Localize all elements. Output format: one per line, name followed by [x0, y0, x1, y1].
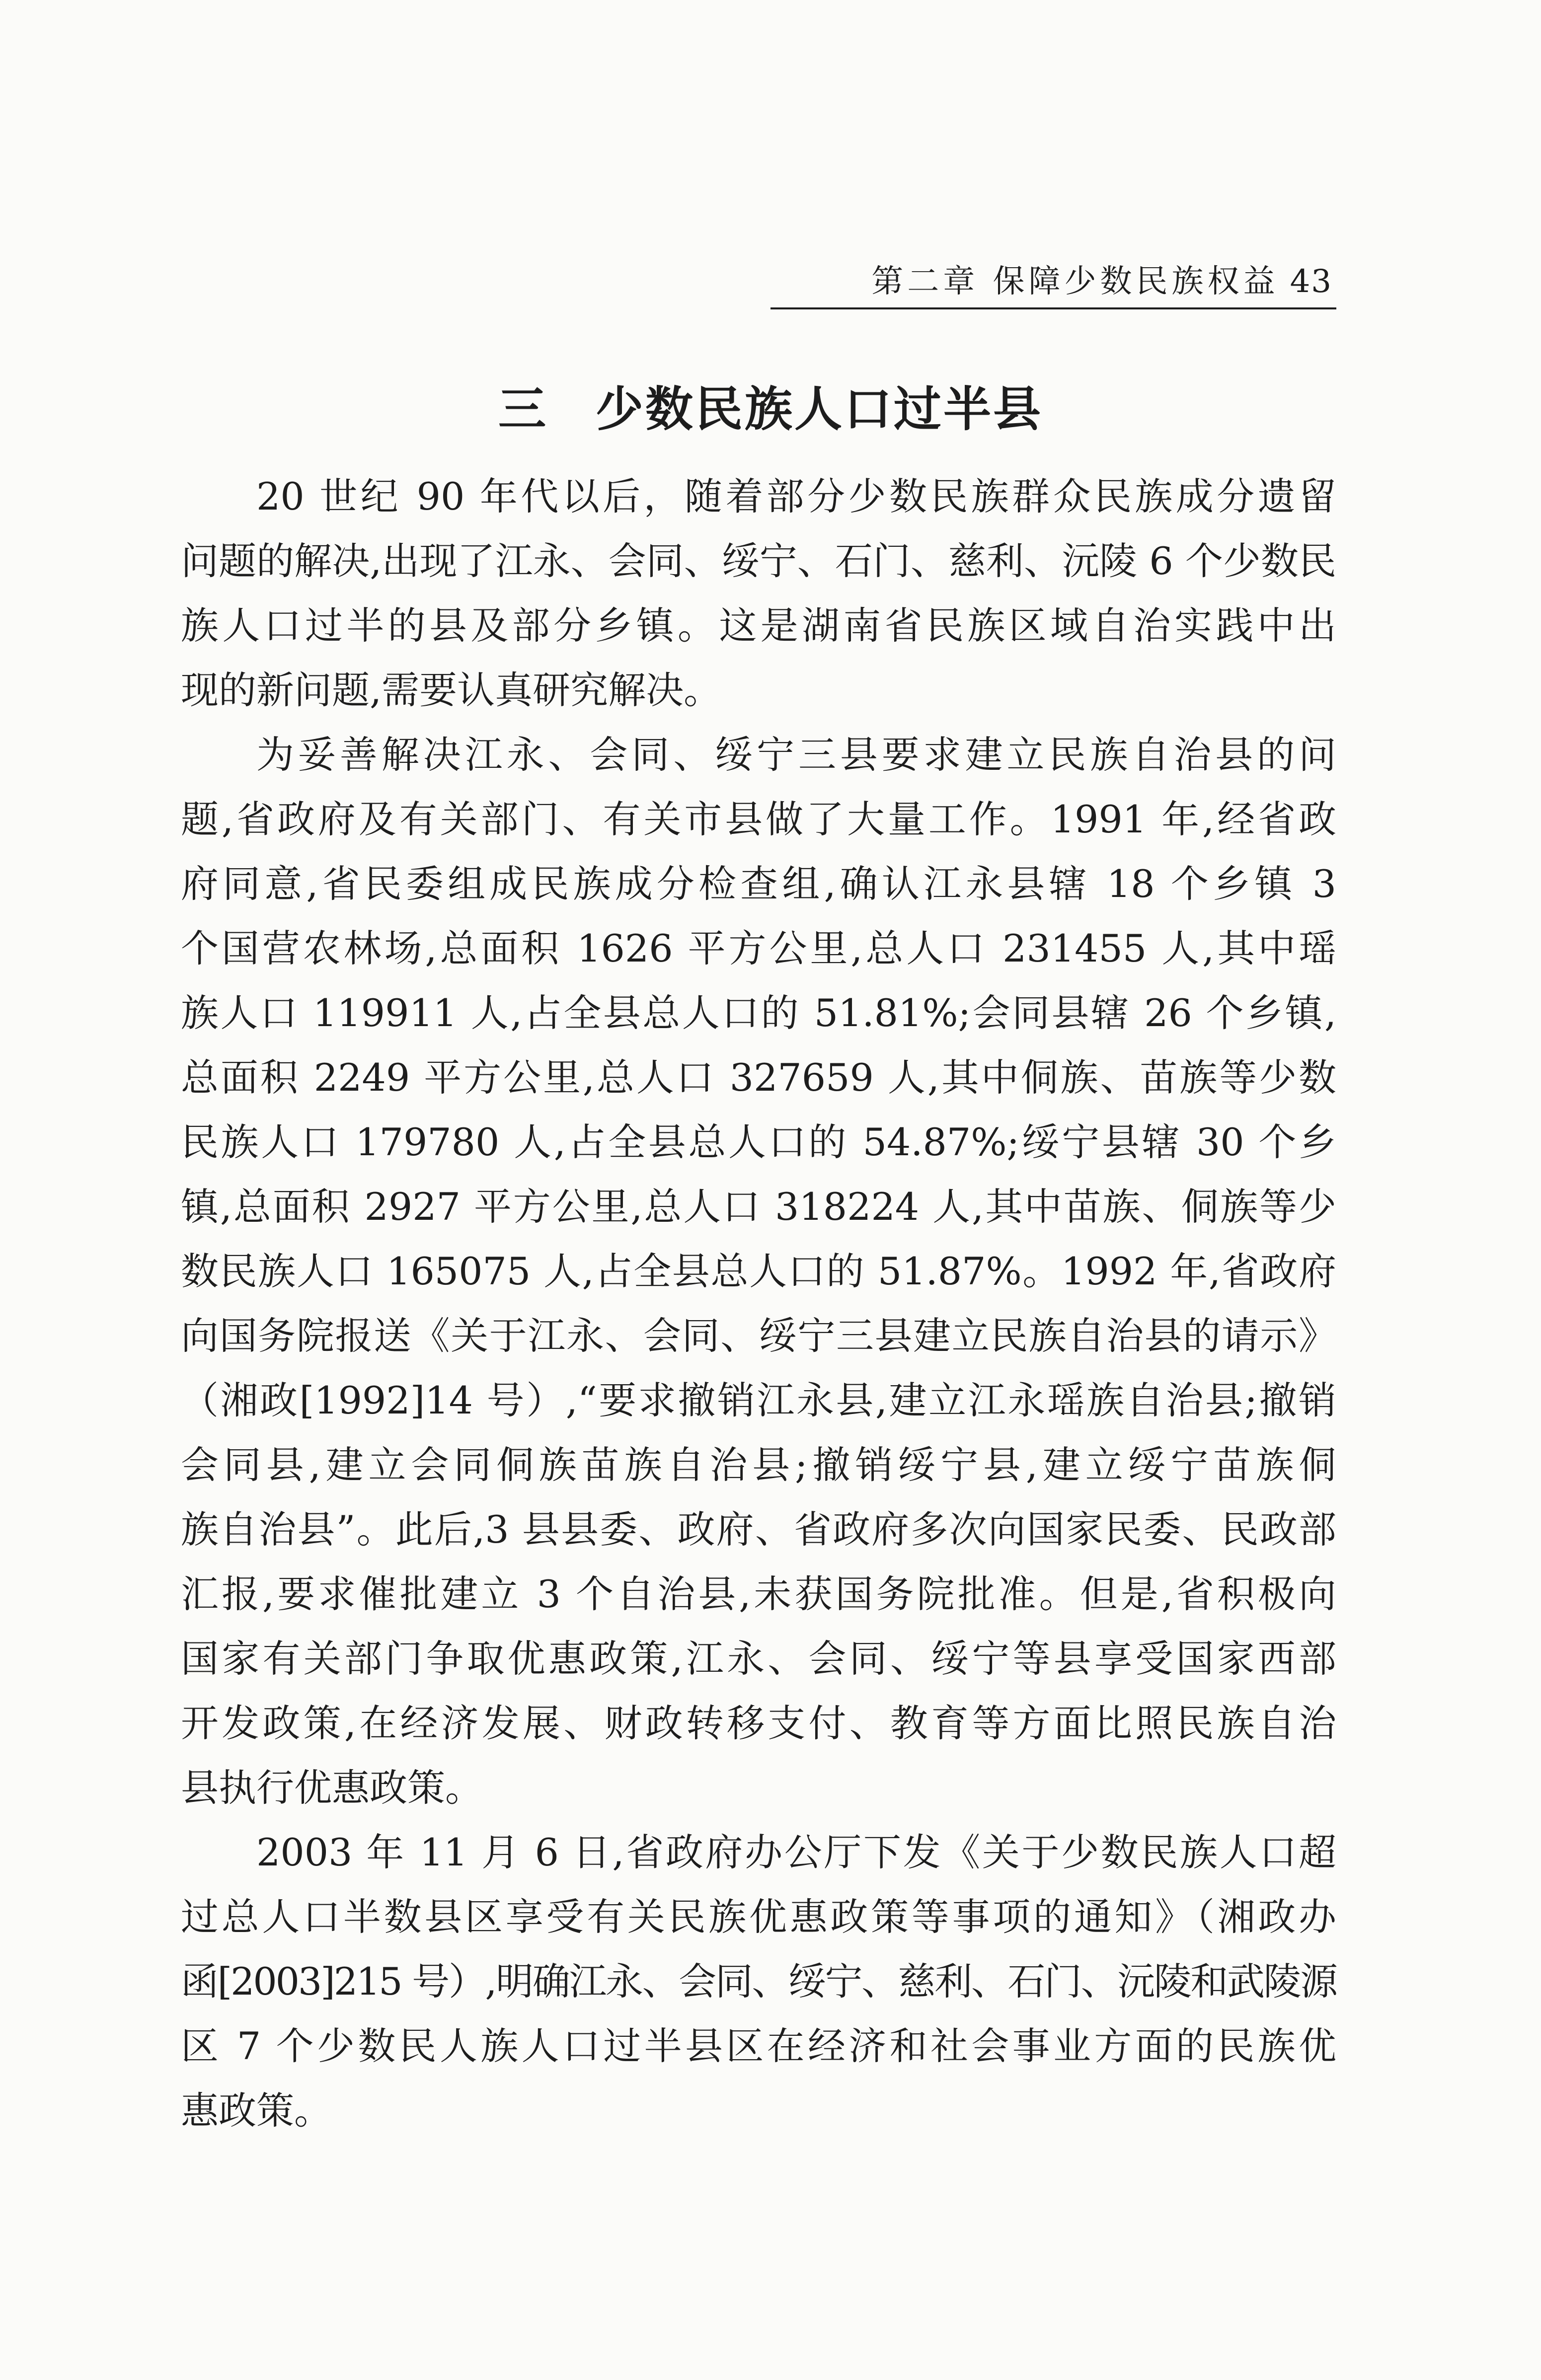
- text-line: 府同意,省民委组成民族成分检查组,确认江永县辖 18 个乡镇 3: [181, 862, 1336, 906]
- paragraph: [181, 723, 1336, 1820]
- text-line: 现的新问题,需要认真研究解决。: [181, 668, 722, 712]
- text-line: 镇,总面积 2927 平方公里,总人口 318224 人,其中苗族、侗族等少: [181, 1185, 1336, 1229]
- text-line: 县执行优惠政策。: [181, 1766, 483, 1810]
- running-header: [770, 256, 1336, 309]
- text-line: 总面积 2249 平方公里,总人口 327659 人,其中侗族、苗族等少数: [181, 1055, 1336, 1100]
- page-number: 43: [1290, 263, 1332, 300]
- text-line: 民族人口 179780 人,占全县总人口的 54.87%;绥宁县辖 30 个乡: [181, 1120, 1336, 1164]
- running-title: 第二章 保障少数民族权益: [871, 263, 1279, 300]
- body-text: [181, 464, 1336, 2143]
- text-line: 族自治县”。此后,3 县县委、政府、省政府多次向国家民委、民政部: [181, 1507, 1336, 1552]
- text-line: 向国务院报送《关于江永、会同、绥宁三县建立民族自治县的请示》: [181, 1314, 1336, 1358]
- text-line: 题,省政府及有关部门、有关市县做了大量工作。1991 年,经省政: [181, 797, 1336, 841]
- text-line: （湘政[1992]14 号）,“要求撤销江永县,建立江永瑶族自治县;撤销: [181, 1378, 1336, 1422]
- paragraph: [181, 1820, 1336, 2143]
- text-line: 族人口 119911 人,占全县总人口的 51.81%;会同县辖 26 个乡镇,: [181, 991, 1336, 1035]
- section-title: 少数民族人口过半县: [596, 381, 1043, 437]
- text-line: 为妥善解决江永、会同、绥宁三县要求建立民族自治县的问: [256, 733, 1336, 777]
- text-line: 问题的解决,出现了江永、会同、绥宁、石门、慈利、沅陵 6 个少数民: [181, 539, 1336, 583]
- text-line: 过总人口半数县区享受有关民族优惠政策等事项的通知》（湘政办: [181, 1895, 1336, 1939]
- section-heading: [0, 381, 1541, 437]
- text-line: 汇报,要求催批建立 3 个自治县,未获国务院批准。但是,省积极向: [181, 1572, 1336, 1616]
- text-line: 开发政策,在经济发展、财政转移支付、教育等方面比照民族自治: [181, 1701, 1336, 1745]
- text-line: 函[2003]215 号）,明确江永、会同、绥宁、慈利、石门、沅陵和武陵源: [181, 1959, 1336, 2004]
- text-line: 20 世纪 90 年代以后，随着部分少数民族群众民族成分遗留: [256, 474, 1336, 519]
- paragraph: [181, 464, 1336, 723]
- text-line: 个国营农林场,总面积 1626 平方公里,总人口 231455 人,其中瑶: [181, 926, 1336, 970]
- text-line: 2003 年 11 月 6 日,省政府办公厅下发《关于少数民族人口超: [256, 1830, 1336, 1874]
- text-line: 区 7 个少数民人族人口过半县区在经济和社会事业方面的民族优: [181, 2024, 1336, 2068]
- text-line: 惠政策。: [181, 2088, 332, 2133]
- text-line: 数民族人口 165075 人,占全县总人口的 51.87%。1992 年,省政府: [181, 1249, 1336, 1293]
- text-line: 会同县,建立会同侗族苗族自治县;撤销绥宁县,建立绥宁苗族侗: [181, 1443, 1336, 1487]
- text-line: 族人口过半的县及部分乡镇。这是湖南省民族区域自治实践中出: [181, 603, 1336, 648]
- section-number: 三: [498, 381, 548, 437]
- text-line: 国家有关部门争取优惠政策,江永、会同、绥宁等县享受国家西部: [181, 1636, 1336, 1681]
